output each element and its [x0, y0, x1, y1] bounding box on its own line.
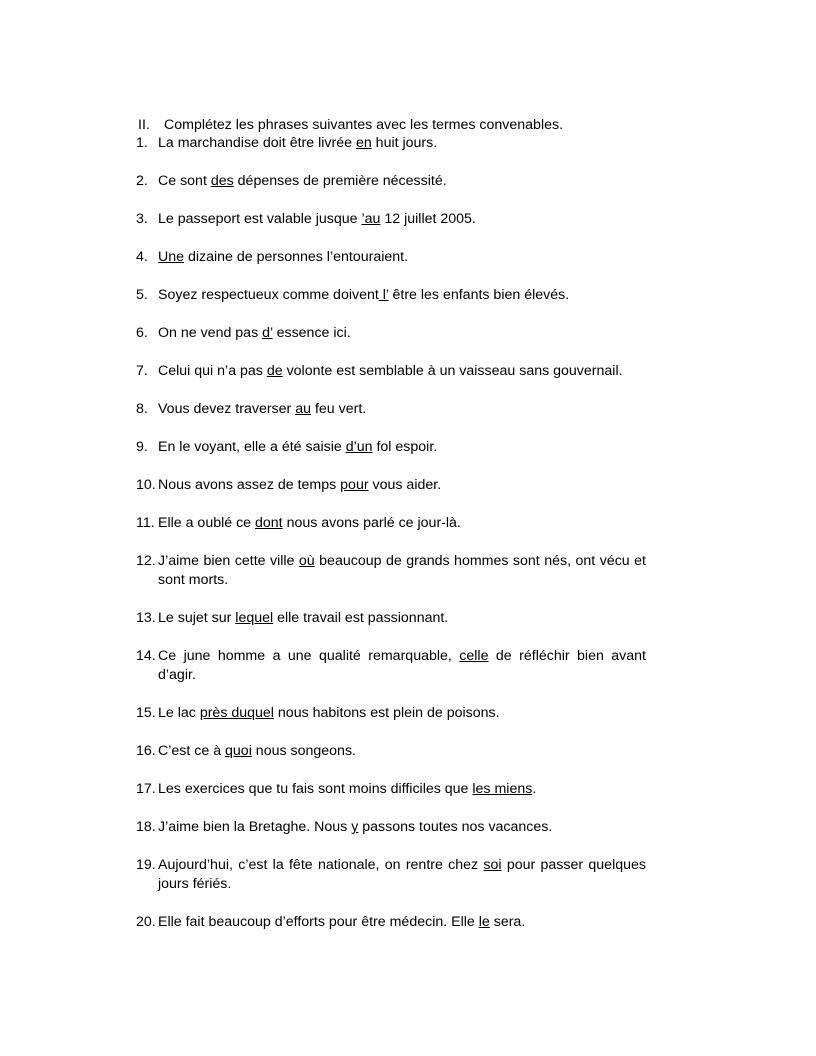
- item-number: 8.: [136, 401, 148, 417]
- sentence-before: C’est ce à: [158, 743, 226, 759]
- item-sentence: [158, 514, 646, 533]
- exercise-item: [136, 362, 646, 381]
- item-sentence: [158, 704, 646, 723]
- sentence-after: nous songeons.: [251, 743, 356, 759]
- item-number: 6.: [136, 325, 148, 341]
- item-sentence: [158, 248, 646, 267]
- section-heading: [138, 116, 563, 134]
- exercise-item: [136, 324, 646, 343]
- item-sentence: [158, 476, 646, 495]
- answer-underlined: l’: [378, 287, 389, 303]
- item-number: 13.: [136, 610, 156, 626]
- item-sentence: [158, 780, 646, 799]
- exercise-item: [136, 400, 646, 419]
- sentence-before: Le passeport est valable jusque: [158, 211, 362, 227]
- sentence-after: fol espoir.: [372, 439, 438, 455]
- exercise-item: [136, 913, 646, 932]
- answer-underlined: le: [478, 914, 490, 930]
- sentence-before: Les exercices que tu fais sont moins difficiles que: [158, 781, 473, 797]
- sentence-after: passons toutes nos vacances.: [358, 819, 553, 835]
- exercise-item: [136, 248, 646, 267]
- item-sentence: [158, 362, 646, 381]
- sentence-after: être les enfants bien élevés.: [388, 287, 570, 303]
- sentence-before: Celui qui n’a pas: [158, 363, 267, 379]
- answer-underlined: d’: [262, 325, 273, 341]
- sentence-after: 12 juillet 2005.: [380, 211, 476, 227]
- sentence-before: En le voyant, elle a été saisie: [158, 439, 346, 455]
- sentence-before: Vous devez traverser: [158, 401, 296, 417]
- item-number: 12.: [136, 553, 156, 569]
- item-number: 9.: [136, 439, 148, 455]
- item-number: 17.: [136, 781, 156, 797]
- exercise-item: [136, 438, 646, 457]
- answer-underlined: quoi: [225, 743, 252, 759]
- sentence-before: Aujourd’hui, c’est la fête nationale, on rentre chez: [158, 857, 484, 873]
- item-number: 4.: [136, 249, 148, 265]
- item-number: 7.: [136, 363, 148, 379]
- sentence-after: nous avons parlé ce jour-là.: [282, 515, 461, 531]
- exercise-item: [136, 704, 646, 723]
- item-sentence: [158, 438, 646, 457]
- exercise-item: [136, 780, 646, 799]
- answer-underlined: celle: [459, 648, 489, 664]
- exercise-item: [136, 286, 646, 305]
- sentence-after: dizaine de personnes l’entouraient.: [184, 249, 409, 265]
- item-sentence: [158, 609, 646, 628]
- sentence-before: Ce sont: [158, 173, 211, 189]
- answer-underlined: lequel: [235, 610, 274, 626]
- exercise-item: [136, 647, 646, 685]
- item-number: 2.: [136, 173, 148, 189]
- exercise-item: [136, 552, 646, 590]
- exercise-item: [136, 476, 646, 495]
- item-number: 20.: [136, 914, 156, 930]
- item-number: 18.: [136, 819, 156, 835]
- sentence-before: Elle a oublé ce: [158, 515, 256, 531]
- item-number: 14.: [136, 648, 156, 664]
- sentence-after: essence ici.: [272, 325, 351, 341]
- item-sentence: [158, 210, 646, 229]
- exercise-item: [136, 172, 646, 191]
- sentence-before: La marchandise doit être livrée: [158, 135, 356, 151]
- sentence-after: beaucoup de grands hommes sont nés, ont vécu et sont morts.: [158, 553, 646, 588]
- exercise-item: [136, 134, 646, 153]
- answer-underlined: de: [266, 363, 283, 379]
- item-sentence: [158, 172, 646, 191]
- answer-underlined: les miens: [472, 781, 533, 797]
- answer-underlined: d’un: [345, 439, 373, 455]
- item-number: 5.: [136, 287, 148, 303]
- answer-underlined: en: [355, 135, 372, 151]
- sentence-after: .: [532, 781, 537, 797]
- sentence-after: dépenses de première nécessité.: [233, 173, 447, 189]
- exercise-list: [136, 134, 646, 951]
- exercise-item: [136, 856, 646, 894]
- answer-underlined: près duquel: [199, 705, 274, 721]
- item-sentence: [158, 913, 646, 932]
- sentence-before: Le sujet sur: [158, 610, 236, 626]
- answer-underlined: soi: [483, 857, 502, 873]
- section-instruction: Complétez les phrases suivantes avec les termes convenables.: [164, 117, 564, 133]
- sentence-before: Ce june homme a une qualité remarquable,: [158, 648, 460, 664]
- answer-underlined: où: [298, 553, 315, 569]
- item-sentence: [158, 552, 646, 590]
- sentence-after: feu vert.: [311, 401, 367, 417]
- exercise-item: [136, 210, 646, 229]
- answer-underlined: ’au: [361, 211, 381, 227]
- sentence-before: Elle fait beaucoup d’efforts pour être médecin. Elle: [158, 914, 479, 930]
- sentence-after: nous habitons est plein de poisons.: [273, 705, 500, 721]
- item-sentence: [158, 286, 646, 305]
- exercise-item: [136, 514, 646, 533]
- item-sentence: [158, 742, 646, 761]
- item-sentence: [158, 856, 646, 894]
- sentence-after: elle travail est passionnant.: [273, 610, 449, 626]
- item-number: 11.: [136, 515, 155, 531]
- sentence-after: vous aider.: [368, 477, 442, 493]
- item-sentence: [158, 818, 646, 837]
- answer-underlined: au: [295, 401, 311, 417]
- item-sentence: [158, 400, 646, 419]
- sentence-before: Soyez respectueux comme doivent: [158, 287, 379, 303]
- answer-underlined: pour: [340, 477, 369, 493]
- item-number: 19.: [136, 857, 156, 873]
- exercise-item: [136, 609, 646, 628]
- item-number: 3.: [136, 211, 148, 227]
- sentence-before: J’aime bien la Bretaghe. Nous: [158, 819, 352, 835]
- item-number: 10.: [136, 477, 156, 493]
- item-number: 1.: [136, 135, 148, 151]
- sentence-after: de réfléchir bien avant d’agir.: [158, 648, 646, 683]
- answer-underlined: dont: [255, 515, 283, 531]
- exercise-item: [136, 742, 646, 761]
- sentence-before: On ne vend pas: [158, 325, 263, 341]
- sentence-before: J’aime bien cette ville: [158, 553, 299, 569]
- item-number: 16.: [136, 743, 156, 759]
- item-sentence: [158, 324, 646, 343]
- sentence-before: Nous avons assez de temps: [158, 477, 341, 493]
- answer-underlined: des: [210, 173, 234, 189]
- sentence-after: huit jours.: [371, 135, 438, 151]
- sentence-before: Le lac: [158, 705, 200, 721]
- sentence-after: volonte est semblable à un vaisseau sans gouvernail.: [282, 363, 623, 379]
- item-sentence: [158, 134, 646, 153]
- exercise-item: [136, 818, 646, 837]
- section-number: II.: [138, 117, 150, 133]
- item-number: 15.: [136, 705, 156, 721]
- sentence-after: sera.: [489, 914, 526, 930]
- item-sentence: [158, 647, 646, 685]
- answer-underlined: Une: [158, 249, 185, 265]
- answer-underlined: y: [351, 819, 359, 835]
- sentence-after: pour passer quelques jours fériés.: [158, 857, 646, 892]
